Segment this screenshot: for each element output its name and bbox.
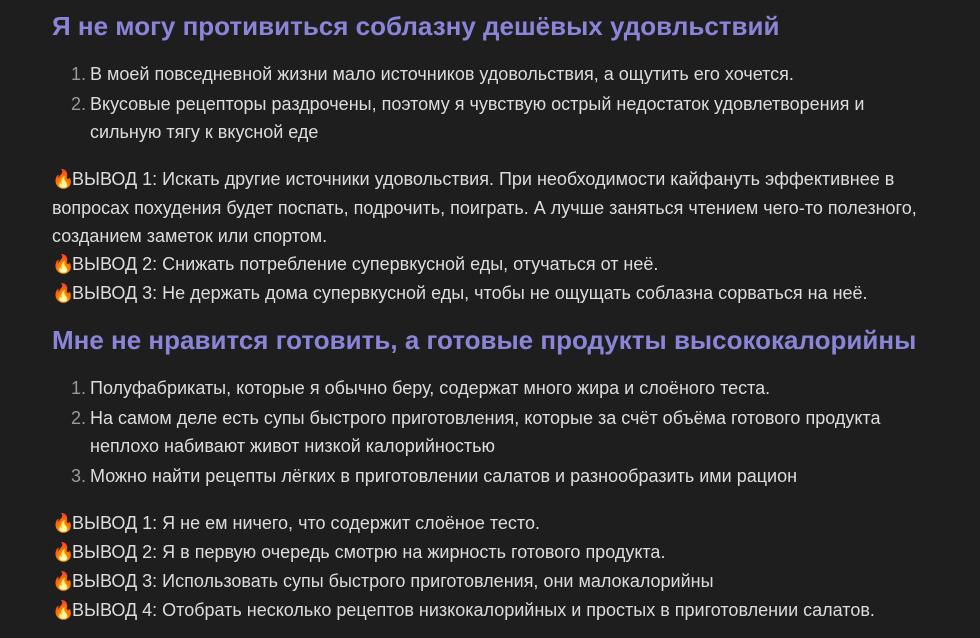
section-cheap-pleasures [52,6,922,308]
conclusion-text: ВЫВОД 2: Я в первую очередь смотрю на жирность готового продукта. [72,542,666,562]
list-item-number: 1. [71,64,87,84]
conclusion-text: ВЫВОД 4: Отобрать несколько рецептов низкокалорийных и простых в приготовлении салатов. [72,600,875,620]
ordered-list [52,60,922,146]
conclusion-text: ВЫВОД 3: Использовать супы быстрого приготовления, они малокалорийны [72,571,714,591]
conclusion-text: ВЫВОД 3: Не держать дома супервкусной еды, чтобы не ощущать соблазна сорваться на неё. [72,283,868,303]
fire-icon: 🔥 [52,513,75,534]
fire-icon: 🔥 [52,254,75,275]
fire-icon: 🔥 [52,283,75,304]
list-item-text: В моей повседневной жизни мало источников удовольствия, а ощутить его хочется. [90,64,794,84]
list-item [71,90,922,146]
conclusion-text: ВЫВОД 1: Искать другие источники удовольствия. При необходимости кайфануть эффективнее в вопросах похудения будет поспать, подрочить, поиграть. А лучше заняться чтением чего-то полезного, созданием заметок или спортом. [52,169,917,246]
list-item-text: Полуфабрикаты, которые я обычно беру, содержат много жира и слоёного теста. [90,378,771,398]
conclusion-line [52,279,922,308]
list-item-number: 2. [71,408,87,428]
conclusion-line [52,567,922,596]
list-item-number: 3. [71,466,87,486]
conclusions-block [52,509,922,625]
ordered-list [52,374,922,490]
conclusion-line [52,165,922,250]
list-item-text: Можно найти рецепты лёгких в приготовлении салатов и разнообразить ими рацион [90,466,798,486]
fire-icon: 🔥 [52,571,75,592]
list-item-number: 2. [71,94,87,114]
conclusion-text: ВЫВОД 1: Я не ем ничего, что содержит слоёное тесто. [72,513,540,533]
note-content [52,6,922,625]
conclusion-text: ВЫВОД 2: Снижать потребление супервкусной еды, отучаться от неё. [72,254,659,274]
conclusion-line [52,509,922,538]
list-item [71,60,922,88]
section-cooking [52,320,922,625]
list-item [71,462,922,490]
fire-icon: 🔥 [52,169,75,190]
section-heading: Я не могу противиться соблазну дешёвых удовльствий [52,11,780,41]
fire-icon: 🔥 [52,542,75,563]
list-item-number: 1. [71,378,87,398]
list-item [71,374,922,402]
list-item-text: Вкусовые рецепторы раздрочены, поэтому я чувствую острый недостаток удовлетворения и сильную тягу к вкусной еде [90,94,865,142]
conclusion-line [52,250,922,279]
list-item [71,404,922,460]
conclusion-line [52,538,922,567]
section-heading: Мне не нравится готовить, а готовые продукты высококалорийны [52,325,917,355]
conclusions-block [52,165,922,308]
list-item-text: На самом деле есть супы быстрого приготовления, которые за счёт объёма готового продукта неплохо набивают живот низкой калорийностью [90,408,881,456]
fire-icon: 🔥 [52,600,75,621]
conclusion-line [52,596,922,625]
